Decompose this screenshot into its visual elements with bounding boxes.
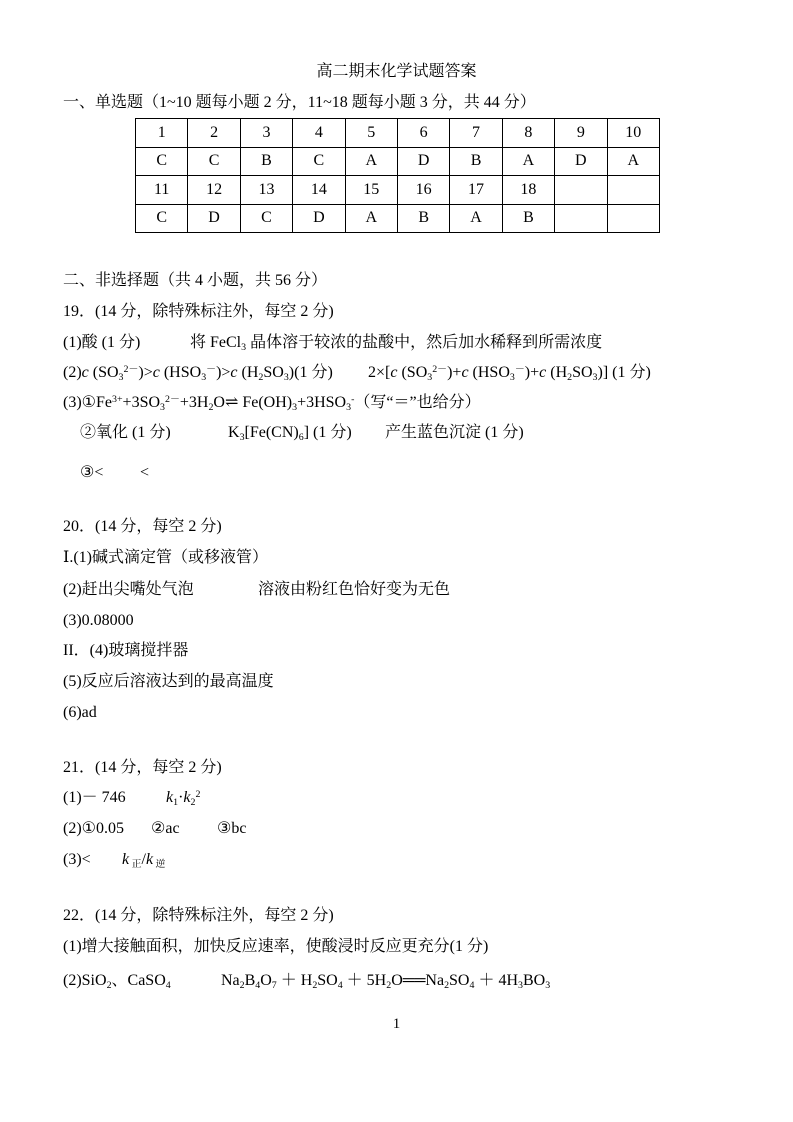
subscript: 4: [469, 980, 475, 992]
text-run: (2): [63, 364, 82, 381]
text-run: K: [228, 424, 240, 441]
subscript: 3: [292, 402, 298, 414]
q19-3-3-second: <: [140, 464, 150, 481]
subscript: 2: [190, 797, 196, 809]
table-cell: 3: [240, 119, 292, 148]
text-run: （写“＝”也给分）: [354, 394, 481, 411]
table-cell: C: [136, 147, 188, 176]
q19-answer-1: [0, 333, 793, 353]
table-cell: 6: [397, 119, 449, 148]
table-cell: 16: [397, 176, 449, 205]
text-run: O⇌ Fe(OH): [213, 394, 293, 411]
text-run: (HSO: [468, 364, 510, 381]
subscript: 7: [271, 980, 277, 992]
italic-symbol: k: [183, 789, 191, 806]
q22-answer-2: [0, 971, 793, 991]
table-cell: A: [345, 204, 397, 233]
text-run: (SO: [88, 364, 119, 381]
text-run: +3SO: [122, 394, 161, 411]
subscript: 3: [160, 402, 165, 414]
subscript: 逆: [153, 859, 166, 871]
text-run: +3HSO: [297, 394, 347, 411]
table-cell: 17: [450, 176, 502, 205]
italic-symbol: k: [166, 789, 174, 806]
table-cell: 7: [450, 119, 502, 148]
text-run: )+: [524, 364, 540, 381]
table-cell: B: [502, 204, 554, 233]
text-run: SO: [449, 972, 470, 989]
q22-2-equation: [221, 971, 550, 991]
subscript: 3: [241, 342, 247, 354]
q20-answer-2: [0, 580, 793, 600]
text-run: ·: [178, 789, 184, 806]
text-run: BO: [522, 972, 546, 989]
q19-answer-3-3: [0, 463, 793, 483]
table-cell: 11: [136, 176, 188, 205]
q20-answer-6: (6)ad: [63, 704, 97, 721]
subscript: 2: [386, 980, 392, 992]
subscript: 2: [208, 402, 214, 414]
text-run: SO: [572, 364, 593, 381]
table-cell: D: [397, 147, 449, 176]
italic-symbol: c: [230, 364, 238, 381]
q20-answer-3: (3)0.08000: [63, 612, 134, 629]
subscript: 正: [129, 859, 142, 871]
table-cell: A: [450, 204, 502, 233]
q19-answer-3-2: [0, 423, 793, 443]
text-run: (HSO: [159, 364, 202, 381]
q19-2-order: [63, 363, 333, 383]
subscript: 3: [518, 980, 523, 992]
superscript: 3+: [112, 393, 123, 405]
table-cell: 10: [607, 119, 659, 148]
q21-2-1: (2)①0.05: [63, 820, 124, 837]
page-title: 高二期末化学试题答案: [316, 63, 477, 80]
text-run: (2)SiO: [63, 972, 107, 989]
table-cell: [555, 176, 607, 205]
q19-3-2-phenomenon: 产生蓝色沉淀 (1 分): [385, 424, 524, 441]
text-run: SO: [317, 972, 338, 989]
text-run: )+: [447, 364, 462, 381]
table-cell: D: [555, 147, 607, 176]
table-row: [136, 147, 660, 176]
text-run: )] (1 分): [597, 364, 651, 381]
table-cell: [607, 204, 659, 233]
answer-table-body: [136, 119, 660, 233]
table-cell: 5: [345, 119, 397, 148]
text-run: 将 FeCl: [190, 334, 242, 351]
q20-2-endpoint: 溶液由粉红色恰好变为无色: [258, 581, 451, 598]
subscript: 3: [239, 432, 245, 444]
q21-heading: 21．(14 分，每空 2 分): [63, 759, 222, 776]
text-run: Na: [221, 972, 240, 989]
table-cell: A: [345, 147, 397, 176]
subscript: 2: [239, 980, 245, 992]
table-cell: 14: [293, 176, 345, 205]
superscript: -: [351, 393, 355, 405]
text-run: O: [260, 972, 272, 989]
italic-symbol: k: [122, 851, 130, 868]
table-cell: 9: [555, 119, 607, 148]
q19-1-method: [190, 333, 602, 353]
subscript: 3: [118, 372, 124, 384]
table-cell: C: [293, 147, 345, 176]
table-cell: D: [188, 204, 240, 233]
q19-3-3-first: ③<: [80, 464, 104, 481]
section-1-heading: 一、单选题（1~10 题每小题 2 分，11~18 题每小题 3 分，共 44 分）: [63, 94, 536, 111]
q20-2-operation: (2)赶出尖嘴处气泡: [63, 581, 194, 598]
table-cell: A: [607, 147, 659, 176]
text-run: (3)①Fe: [63, 394, 112, 411]
table-cell: 1: [136, 119, 188, 148]
subscript: 3: [545, 980, 551, 992]
table-row: [136, 204, 660, 233]
q21-2-3: ③bc: [217, 820, 247, 837]
text-run: )>: [216, 364, 231, 381]
table-cell: C: [136, 204, 188, 233]
italic-symbol: k: [145, 851, 154, 868]
page-number: 1: [392, 1016, 401, 1032]
subscript: 3: [201, 372, 207, 384]
superscript: 2－: [164, 393, 180, 405]
text-run: 2×[: [368, 364, 391, 381]
subscript: 2: [312, 980, 318, 992]
subscript: 3: [592, 372, 598, 384]
subscript: 2: [444, 980, 450, 992]
q19-3-2-reagent: [228, 423, 352, 443]
q21-answer-2: [0, 819, 793, 839]
text-run: ＋ 4H: [474, 972, 518, 989]
q21-3-expression: [122, 850, 165, 870]
italic-symbol: c: [461, 364, 469, 381]
table-cell: 4: [293, 119, 345, 148]
text-run: )(1 分): [288, 364, 333, 381]
text-run: ＋ 5H: [342, 972, 387, 989]
subscript: 2: [258, 372, 264, 384]
subscript: 4: [337, 980, 343, 992]
q19-heading: 19．(14 分，除特殊标注外，每空 2 分): [63, 303, 334, 320]
subscript: 4: [255, 980, 261, 992]
section-2-heading: 二、非选择题（共 4 小题，共 56 分）: [63, 272, 328, 289]
table-cell: D: [293, 204, 345, 233]
superscript: －: [514, 363, 525, 375]
q20-answer-5: (5)反应后溶液达到的最高温度: [63, 673, 274, 690]
superscript: 2－: [432, 363, 448, 375]
table-cell: [555, 204, 607, 233]
table-row: [136, 176, 660, 205]
q22-heading: 22．(14 分，除特殊标注外，每空 2 分): [63, 907, 334, 924]
text-run: 晶体溶于较浓的盐酸中，然后加水稀释到所需浓度: [246, 334, 603, 351]
text-run: (H: [546, 364, 568, 381]
subscript: 2: [567, 372, 573, 384]
text-run: /: [141, 851, 146, 868]
q20-answer-4: II．(4)玻璃搅拌器: [63, 642, 189, 659]
table-cell: B: [450, 147, 502, 176]
q19-answer-2: [0, 363, 793, 383]
italic-symbol: c: [81, 364, 89, 381]
italic-symbol: c: [152, 364, 160, 381]
subscript: 1: [173, 797, 179, 809]
text-run: SO: [263, 364, 284, 381]
italic-symbol: c: [390, 364, 398, 381]
q21-answer-3: [0, 850, 793, 870]
text-run: [Fe(CN): [244, 424, 299, 441]
subscript: 4: [165, 980, 171, 992]
text-run: B: [244, 972, 256, 989]
q21-1-expression: [166, 788, 200, 808]
subscript: 3: [283, 372, 289, 384]
answer-table: [135, 118, 660, 233]
q21-1-value: (1)－ 746: [63, 789, 126, 806]
superscript: 2－: [123, 363, 139, 375]
table-cell: C: [188, 147, 240, 176]
table-cell: 2: [188, 119, 240, 148]
q19-2-conservation: [368, 363, 651, 383]
superscript: －: [206, 363, 217, 375]
table-cell: 12: [188, 176, 240, 205]
table-cell: [607, 176, 659, 205]
subscript: 3: [427, 372, 433, 384]
italic-symbol: c: [539, 364, 547, 381]
q19-3-2-type: ②氧化 (1 分): [80, 424, 171, 441]
text-run: (H: [237, 364, 259, 381]
subscript: 3: [346, 402, 352, 414]
superscript: 2: [195, 788, 201, 800]
q22-2-residue: [63, 971, 171, 991]
text-run: ] (1 分): [303, 424, 352, 441]
q21-3-compare: (3)<: [63, 851, 91, 868]
subscript: 3: [509, 372, 515, 384]
q20-answer-1: Ⅰ.(1)碱式滴定管（或移液管）: [63, 549, 268, 566]
table-cell: C: [240, 204, 292, 233]
text-run: ＋ H: [276, 972, 313, 989]
text-run: )>: [138, 364, 153, 381]
q22-answer-1: (1)增大接触面积，加快反应速率，使酸浸时反应更充分(1 分): [63, 938, 489, 955]
text-run: (SO: [397, 364, 428, 381]
text-run: +3H: [179, 394, 209, 411]
q19-answer-3-1: [63, 393, 481, 413]
table-cell: 18: [502, 176, 554, 205]
table-cell: 15: [345, 176, 397, 205]
table-cell: 13: [240, 176, 292, 205]
subscript: 6: [298, 432, 304, 444]
text-run: 、CaSO: [111, 972, 166, 989]
table-cell: A: [502, 147, 554, 176]
q20-heading: 20．(14 分，每空 2 分): [63, 518, 222, 535]
q21-answer-1: [0, 788, 793, 808]
table-cell: B: [397, 204, 449, 233]
table-cell: B: [240, 147, 292, 176]
text-run: O══Na: [391, 972, 445, 989]
subscript: 2: [106, 980, 112, 992]
q19-1-answer: (1)酸 (1 分): [63, 334, 141, 351]
table-row: [136, 119, 660, 148]
q21-2-2: ②ac: [151, 820, 180, 837]
table-cell: 8: [502, 119, 554, 148]
